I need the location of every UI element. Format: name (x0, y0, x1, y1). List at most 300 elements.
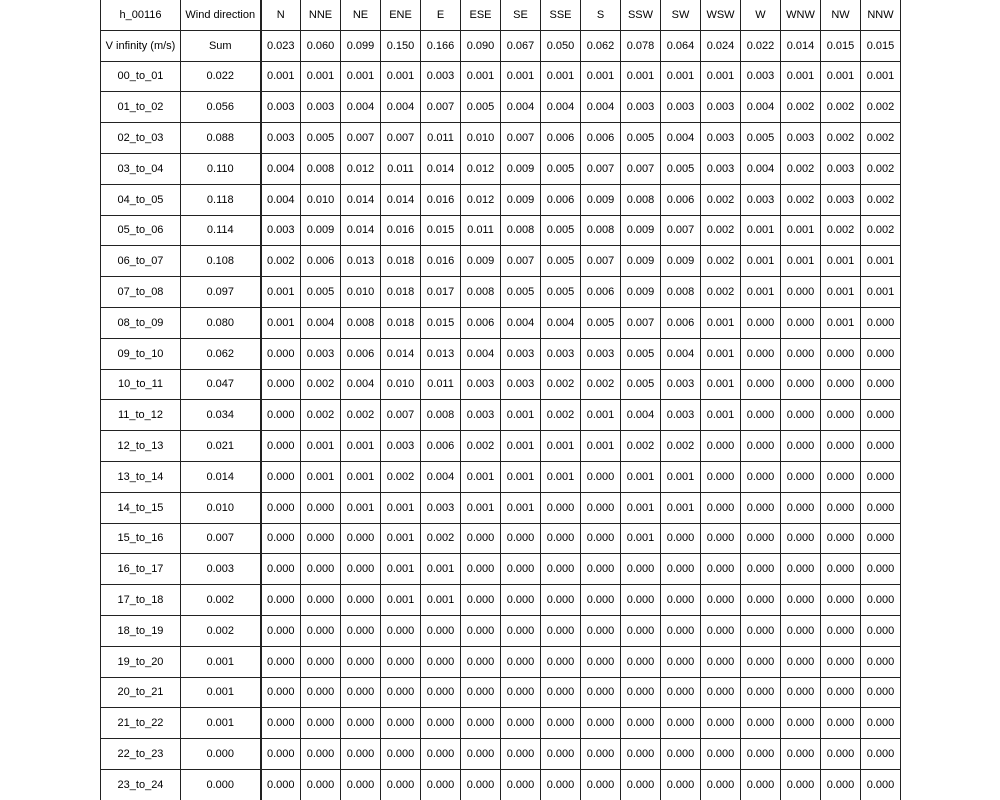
speed-bin-label: 19_to_20 (101, 646, 181, 677)
frequency-cell: 0.007 (381, 123, 421, 154)
speed-bin-sum: 0.056 (181, 92, 261, 123)
frequency-cell: 0.000 (301, 677, 341, 708)
speed-bin-label: 02_to_03 (101, 123, 181, 154)
frequency-cell: 0.006 (421, 431, 461, 462)
frequency-cell: 0.005 (501, 277, 541, 308)
frequency-cell: 0.000 (861, 400, 901, 431)
frequency-cell: 0.001 (341, 431, 381, 462)
table-row (101, 677, 901, 708)
frequency-cell: 0.003 (701, 92, 741, 123)
frequency-cell: 0.000 (741, 369, 781, 400)
frequency-cell: 0.000 (821, 585, 861, 616)
direction-header-cell: WNW (781, 0, 821, 30)
frequency-cell: 0.000 (581, 585, 621, 616)
frequency-cell: 0.000 (781, 585, 821, 616)
frequency-cell: 0.000 (861, 646, 901, 677)
frequency-cell: 0.000 (781, 338, 821, 369)
speed-bin-sum: 0.002 (181, 585, 261, 616)
frequency-cell: 0.000 (341, 646, 381, 677)
frequency-cell: 0.004 (461, 338, 501, 369)
speed-bin-label: 15_to_16 (101, 523, 181, 554)
frequency-cell: 0.000 (781, 492, 821, 523)
speed-bin-sum: 0.000 (181, 769, 261, 799)
table-row (101, 461, 901, 492)
frequency-cell: 0.001 (581, 400, 621, 431)
table-row (101, 739, 901, 770)
frequency-cell: 0.009 (621, 277, 661, 308)
frequency-cell: 0.000 (821, 492, 861, 523)
frequency-cell: 0.005 (541, 215, 581, 246)
frequency-cell: 0.001 (781, 61, 821, 92)
frequency-cell: 0.000 (701, 492, 741, 523)
speed-bin-sum: 0.001 (181, 677, 261, 708)
frequency-cell: 0.000 (661, 585, 701, 616)
frequency-cell: 0.000 (261, 708, 301, 739)
frequency-cell: 0.000 (501, 523, 541, 554)
frequency-cell: 0.011 (421, 123, 461, 154)
frequency-cell: 0.009 (621, 215, 661, 246)
frequency-cell: 0.008 (661, 277, 701, 308)
frequency-cell: 0.008 (501, 215, 541, 246)
table-row (101, 123, 901, 154)
frequency-cell: 0.006 (541, 184, 581, 215)
frequency-cell: 0.000 (821, 677, 861, 708)
table-row (101, 277, 901, 308)
frequency-cell: 0.005 (661, 153, 701, 184)
frequency-cell: 0.000 (741, 739, 781, 770)
frequency-cell: 0.001 (541, 461, 581, 492)
table-row (101, 492, 901, 523)
frequency-cell: 0.000 (301, 523, 341, 554)
speed-bin-sum: 0.022 (181, 61, 261, 92)
frequency-cell: 0.000 (341, 708, 381, 739)
frequency-cell: 0.001 (821, 246, 861, 277)
frequency-cell: 0.015 (421, 307, 461, 338)
speed-bin-label: 14_to_15 (101, 492, 181, 523)
frequency-cell: 0.007 (381, 400, 421, 431)
wind-frequency-table (100, 0, 901, 800)
speed-bin-label: 21_to_22 (101, 708, 181, 739)
frequency-cell: 0.001 (701, 369, 741, 400)
frequency-cell: 0.003 (821, 153, 861, 184)
frequency-cell: 0.000 (701, 615, 741, 646)
speed-bin-sum: 0.010 (181, 492, 261, 523)
frequency-cell: 0.000 (261, 769, 301, 799)
speed-bin-label: 11_to_12 (101, 400, 181, 431)
frequency-cell: 0.001 (501, 61, 541, 92)
table-row (101, 708, 901, 739)
frequency-cell: 0.003 (661, 369, 701, 400)
frequency-cell: 0.000 (581, 523, 621, 554)
frequency-cell: 0.002 (661, 431, 701, 462)
frequency-cell: 0.006 (301, 246, 341, 277)
frequency-cell: 0.002 (701, 184, 741, 215)
frequency-cell: 0.001 (861, 277, 901, 308)
frequency-cell: 0.000 (501, 585, 541, 616)
frequency-cell: 0.000 (341, 554, 381, 585)
frequency-cell: 0.000 (741, 400, 781, 431)
frequency-cell: 0.000 (621, 585, 661, 616)
frequency-cell: 0.001 (621, 461, 661, 492)
speed-bin-sum: 0.114 (181, 215, 261, 246)
frequency-cell: 0.007 (501, 246, 541, 277)
frequency-cell: 0.007 (501, 123, 541, 154)
speed-bin-label: 18_to_19 (101, 615, 181, 646)
speed-bin-label: 22_to_23 (101, 739, 181, 770)
direction-total-cell: 0.014 (781, 30, 821, 61)
frequency-cell: 0.011 (381, 153, 421, 184)
speed-bin-label: 23_to_24 (101, 769, 181, 799)
direction-header-cell: NNW (861, 0, 901, 30)
frequency-cell: 0.000 (861, 461, 901, 492)
speed-bin-label: 04_to_05 (101, 184, 181, 215)
frequency-cell: 0.002 (861, 92, 901, 123)
frequency-cell: 0.000 (781, 677, 821, 708)
frequency-cell: 0.000 (701, 431, 741, 462)
frequency-cell: 0.000 (661, 554, 701, 585)
frequency-cell: 0.012 (461, 153, 501, 184)
frequency-cell: 0.006 (541, 123, 581, 154)
frequency-cell: 0.000 (701, 523, 741, 554)
frequency-cell: 0.002 (581, 369, 621, 400)
frequency-cell: 0.002 (701, 215, 741, 246)
frequency-cell: 0.000 (581, 769, 621, 799)
frequency-cell: 0.000 (541, 708, 581, 739)
table-row (101, 523, 901, 554)
frequency-cell: 0.000 (581, 739, 621, 770)
frequency-cell: 0.000 (621, 708, 661, 739)
frequency-cell: 0.002 (861, 215, 901, 246)
frequency-cell: 0.000 (261, 615, 301, 646)
frequency-cell: 0.001 (701, 61, 741, 92)
frequency-cell: 0.000 (301, 739, 341, 770)
frequency-cell: 0.004 (661, 338, 701, 369)
speed-bin-sum: 0.088 (181, 123, 261, 154)
frequency-cell: 0.014 (381, 338, 421, 369)
frequency-cell: 0.000 (381, 739, 421, 770)
frequency-cell: 0.005 (461, 92, 501, 123)
frequency-cell: 0.000 (581, 554, 621, 585)
table-row (101, 246, 901, 277)
speed-bin-label: 12_to_13 (101, 431, 181, 462)
frequency-cell: 0.001 (341, 61, 381, 92)
frequency-cell: 0.000 (461, 677, 501, 708)
frequency-cell: 0.000 (861, 523, 901, 554)
frequency-cell: 0.004 (501, 307, 541, 338)
frequency-cell: 0.001 (741, 277, 781, 308)
frequency-cell: 0.001 (741, 215, 781, 246)
frequency-cell: 0.003 (661, 400, 701, 431)
frequency-cell: 0.000 (581, 615, 621, 646)
frequency-cell: 0.000 (461, 769, 501, 799)
frequency-cell: 0.000 (541, 523, 581, 554)
frequency-cell: 0.000 (541, 554, 581, 585)
frequency-cell: 0.000 (501, 677, 541, 708)
frequency-cell: 0.004 (541, 307, 581, 338)
frequency-cell: 0.000 (661, 646, 701, 677)
frequency-cell: 0.000 (261, 677, 301, 708)
speed-bin-label: 13_to_14 (101, 461, 181, 492)
speed-bin-sum: 0.034 (181, 400, 261, 431)
frequency-cell: 0.001 (421, 554, 461, 585)
frequency-cell: 0.004 (261, 184, 301, 215)
speed-bin-sum: 0.062 (181, 338, 261, 369)
frequency-cell: 0.018 (381, 307, 421, 338)
frequency-cell: 0.001 (381, 585, 421, 616)
speed-bin-sum: 0.110 (181, 153, 261, 184)
frequency-cell: 0.002 (541, 400, 581, 431)
frequency-cell: 0.000 (541, 646, 581, 677)
frequency-cell: 0.008 (581, 215, 621, 246)
speed-bin-sum: 0.047 (181, 369, 261, 400)
direction-total-cell: 0.067 (501, 30, 541, 61)
frequency-cell: 0.016 (421, 184, 461, 215)
frequency-cell: 0.000 (861, 708, 901, 739)
frequency-cell: 0.000 (261, 338, 301, 369)
frequency-cell: 0.000 (381, 677, 421, 708)
frequency-cell: 0.000 (541, 677, 581, 708)
frequency-cell: 0.002 (261, 246, 301, 277)
frequency-cell: 0.000 (541, 615, 581, 646)
frequency-cell: 0.003 (701, 153, 741, 184)
frequency-cell: 0.004 (581, 92, 621, 123)
frequency-cell: 0.001 (501, 492, 541, 523)
frequency-cell: 0.005 (301, 123, 341, 154)
frequency-cell: 0.000 (581, 492, 621, 523)
frequency-cell: 0.002 (861, 153, 901, 184)
speed-bin-sum: 0.001 (181, 708, 261, 739)
frequency-cell: 0.000 (421, 708, 461, 739)
frequency-cell: 0.000 (661, 523, 701, 554)
direction-header-cell: N (261, 0, 301, 30)
table-row (101, 554, 901, 585)
frequency-cell: 0.005 (621, 123, 661, 154)
frequency-cell: 0.000 (701, 646, 741, 677)
table-row (101, 307, 901, 338)
frequency-cell: 0.000 (701, 554, 741, 585)
frequency-cell: 0.006 (341, 338, 381, 369)
frequency-cell: 0.001 (541, 431, 581, 462)
frequency-cell: 0.007 (581, 153, 621, 184)
frequency-cell: 0.007 (621, 307, 661, 338)
direction-total-cell: 0.015 (821, 30, 861, 61)
frequency-cell: 0.005 (741, 123, 781, 154)
frequency-cell: 0.004 (541, 92, 581, 123)
speed-bin-sum: 0.014 (181, 461, 261, 492)
direction-header-cell: E (421, 0, 461, 30)
frequency-cell: 0.011 (421, 369, 461, 400)
frequency-cell: 0.000 (261, 492, 301, 523)
frequency-cell: 0.000 (781, 369, 821, 400)
frequency-cell: 0.002 (821, 92, 861, 123)
frequency-cell: 0.004 (341, 369, 381, 400)
frequency-cell: 0.002 (861, 184, 901, 215)
frequency-cell: 0.000 (421, 615, 461, 646)
frequency-cell: 0.000 (661, 708, 701, 739)
frequency-cell: 0.000 (261, 585, 301, 616)
frequency-cell: 0.006 (581, 123, 621, 154)
frequency-cell: 0.004 (261, 153, 301, 184)
direction-header-row (101, 0, 901, 30)
frequency-cell: 0.003 (621, 92, 661, 123)
frequency-cell: 0.001 (501, 400, 541, 431)
frequency-cell: 0.000 (501, 708, 541, 739)
frequency-cell: 0.003 (301, 338, 341, 369)
frequency-cell: 0.011 (461, 215, 501, 246)
frequency-cell: 0.000 (781, 769, 821, 799)
frequency-cell: 0.000 (821, 708, 861, 739)
frequency-cell: 0.000 (501, 739, 541, 770)
frequency-cell: 0.000 (501, 554, 541, 585)
frequency-cell: 0.003 (661, 92, 701, 123)
frequency-cell: 0.000 (701, 585, 741, 616)
frequency-cell: 0.002 (821, 123, 861, 154)
table-row (101, 615, 901, 646)
frequency-cell: 0.005 (301, 277, 341, 308)
table-row (101, 400, 901, 431)
frequency-cell: 0.003 (261, 215, 301, 246)
frequency-cell: 0.001 (821, 277, 861, 308)
frequency-cell: 0.002 (301, 369, 341, 400)
frequency-cell: 0.000 (741, 523, 781, 554)
frequency-cell: 0.004 (741, 92, 781, 123)
frequency-cell: 0.000 (741, 708, 781, 739)
speed-bin-label: 17_to_18 (101, 585, 181, 616)
direction-total-cell: 0.022 (741, 30, 781, 61)
direction-total-cell: 0.099 (341, 30, 381, 61)
frequency-cell: 0.000 (301, 492, 341, 523)
frequency-cell: 0.000 (541, 492, 581, 523)
frequency-cell: 0.002 (381, 461, 421, 492)
frequency-cell: 0.000 (821, 615, 861, 646)
frequency-cell: 0.001 (621, 523, 661, 554)
frequency-cell: 0.000 (261, 400, 301, 431)
speed-bin-sum: 0.021 (181, 431, 261, 462)
frequency-cell: 0.000 (741, 769, 781, 799)
frequency-cell: 0.002 (341, 400, 381, 431)
frequency-cell: 0.014 (381, 184, 421, 215)
direction-header-cell: S (581, 0, 621, 30)
direction-header-cell: ENE (381, 0, 421, 30)
frequency-cell: 0.000 (821, 431, 861, 462)
direction-header-cell: SSE (541, 0, 581, 30)
frequency-cell: 0.000 (341, 677, 381, 708)
frequency-cell: 0.000 (781, 739, 821, 770)
frequency-cell: 0.000 (781, 523, 821, 554)
frequency-cell: 0.000 (741, 461, 781, 492)
frequency-cell: 0.000 (741, 677, 781, 708)
frequency-cell: 0.001 (621, 61, 661, 92)
frequency-cell: 0.018 (381, 246, 421, 277)
speed-bin-label: 05_to_06 (101, 215, 181, 246)
frequency-cell: 0.000 (381, 708, 421, 739)
frequency-cell: 0.009 (581, 184, 621, 215)
frequency-cell: 0.000 (661, 677, 701, 708)
speed-bin-label: 07_to_08 (101, 277, 181, 308)
frequency-cell: 0.000 (501, 615, 541, 646)
frequency-cell: 0.000 (341, 585, 381, 616)
frequency-cell: 0.000 (821, 523, 861, 554)
frequency-cell: 0.010 (341, 277, 381, 308)
frequency-cell: 0.007 (341, 123, 381, 154)
frequency-cell: 0.001 (461, 492, 501, 523)
frequency-cell: 0.000 (301, 554, 341, 585)
frequency-cell: 0.004 (501, 92, 541, 123)
frequency-cell: 0.003 (461, 400, 501, 431)
frequency-cell: 0.004 (741, 153, 781, 184)
frequency-cell: 0.000 (301, 615, 341, 646)
frequency-cell: 0.007 (661, 215, 701, 246)
frequency-cell: 0.002 (701, 277, 741, 308)
frequency-cell: 0.000 (781, 615, 821, 646)
frequency-cell: 0.014 (341, 215, 381, 246)
table-row (101, 646, 901, 677)
frequency-cell: 0.000 (261, 554, 301, 585)
frequency-cell: 0.001 (581, 431, 621, 462)
frequency-cell: 0.012 (341, 153, 381, 184)
frequency-cell: 0.004 (421, 461, 461, 492)
direction-total-cell: 0.023 (261, 30, 301, 61)
frequency-cell: 0.000 (261, 431, 301, 462)
frequency-cell: 0.001 (301, 431, 341, 462)
frequency-cell: 0.000 (581, 646, 621, 677)
wind-direction-label: Wind direction (181, 0, 261, 30)
frequency-cell: 0.000 (821, 739, 861, 770)
frequency-cell: 0.000 (821, 369, 861, 400)
frequency-cell: 0.000 (781, 400, 821, 431)
frequency-cell: 0.000 (381, 769, 421, 799)
frequency-cell: 0.000 (621, 677, 661, 708)
frequency-cell: 0.000 (741, 585, 781, 616)
frequency-cell: 0.001 (541, 61, 581, 92)
frequency-cell: 0.000 (781, 554, 821, 585)
table-row (101, 338, 901, 369)
frequency-cell: 0.003 (261, 123, 301, 154)
frequency-cell: 0.010 (381, 369, 421, 400)
frequency-cell: 0.005 (541, 246, 581, 277)
frequency-cell: 0.001 (701, 307, 741, 338)
frequency-cell: 0.000 (421, 646, 461, 677)
frequency-cell: 0.000 (781, 461, 821, 492)
direction-total-cell: 0.166 (421, 30, 461, 61)
frequency-cell: 0.014 (341, 184, 381, 215)
table-row (101, 215, 901, 246)
frequency-cell: 0.000 (301, 769, 341, 799)
frequency-cell: 0.000 (461, 708, 501, 739)
frequency-cell: 0.003 (581, 338, 621, 369)
frequency-cell: 0.000 (461, 523, 501, 554)
frequency-cell: 0.014 (421, 153, 461, 184)
frequency-cell: 0.001 (421, 585, 461, 616)
frequency-cell: 0.001 (341, 492, 381, 523)
frequency-cell: 0.006 (661, 307, 701, 338)
frequency-cell: 0.004 (661, 123, 701, 154)
frequency-cell: 0.003 (501, 338, 541, 369)
frequency-cell: 0.001 (261, 307, 301, 338)
frequency-cell: 0.002 (781, 184, 821, 215)
frequency-cell: 0.000 (621, 769, 661, 799)
frequency-cell: 0.000 (581, 708, 621, 739)
speed-bin-sum: 0.000 (181, 739, 261, 770)
frequency-cell: 0.001 (341, 461, 381, 492)
frequency-cell: 0.000 (461, 615, 501, 646)
frequency-cell: 0.001 (701, 400, 741, 431)
table-body (101, 0, 901, 800)
frequency-cell: 0.008 (341, 307, 381, 338)
frequency-cell: 0.016 (421, 246, 461, 277)
frequency-cell: 0.003 (821, 184, 861, 215)
frequency-cell: 0.000 (501, 646, 541, 677)
